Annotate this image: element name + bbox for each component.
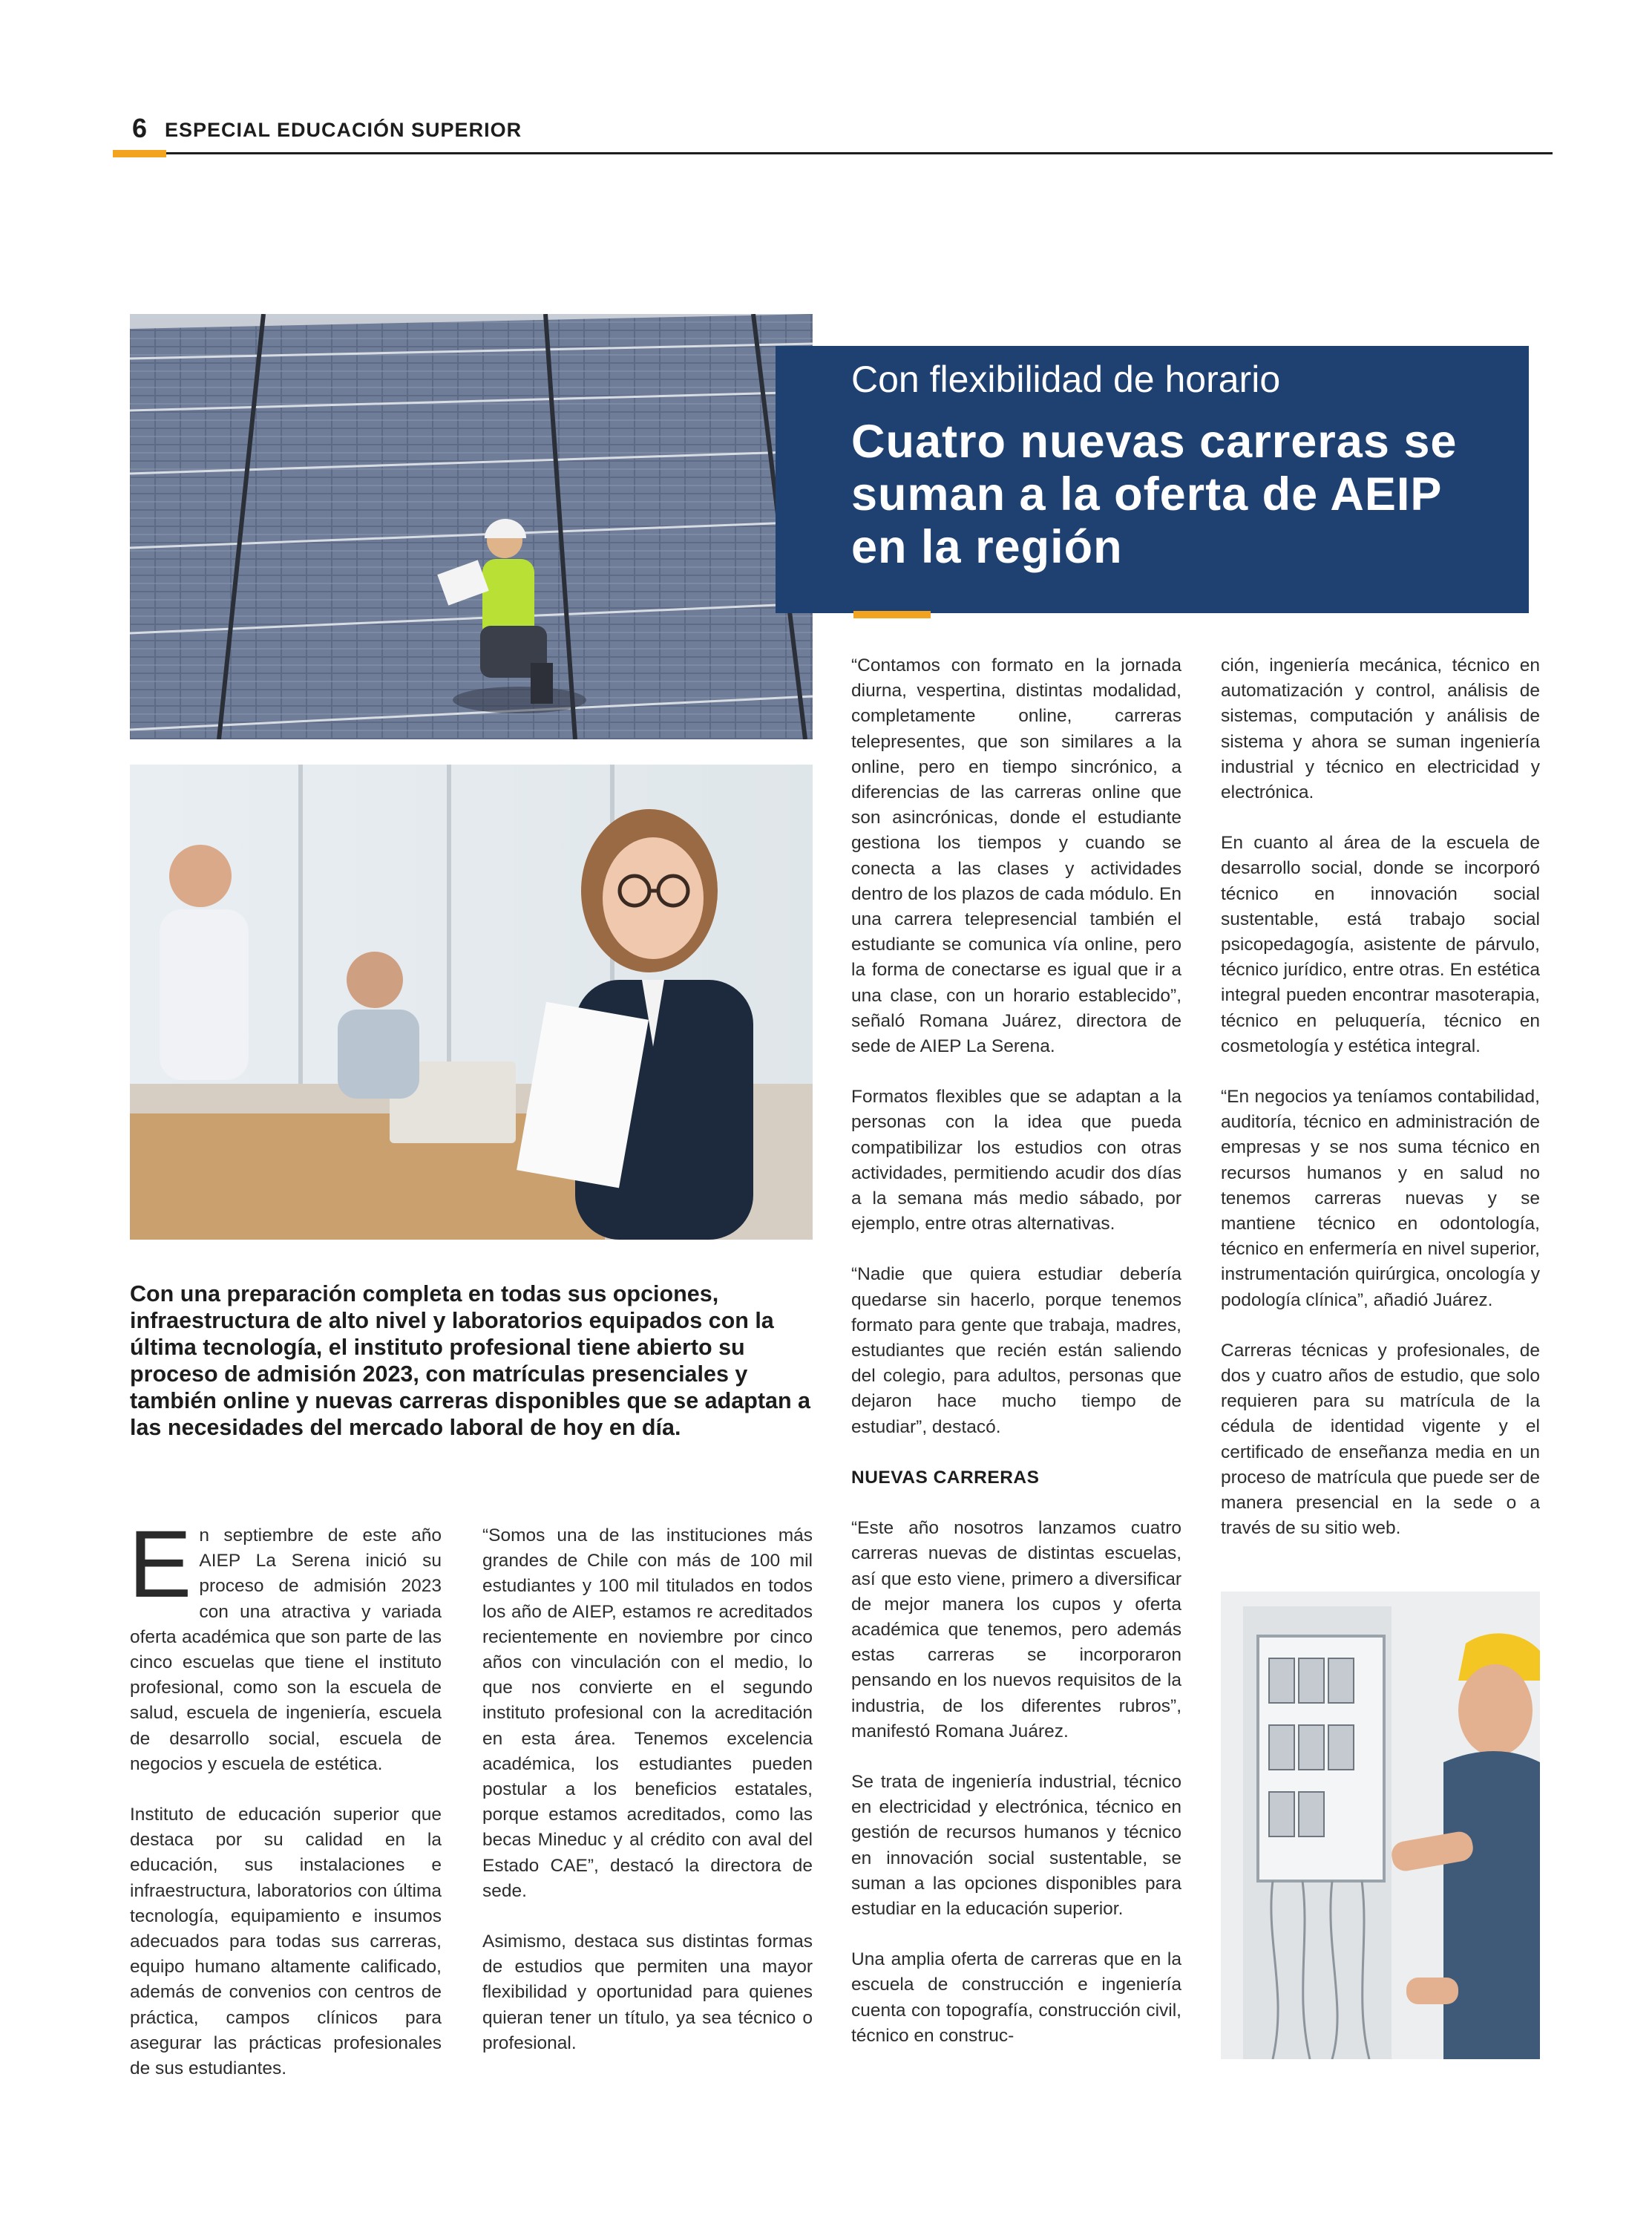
solar-panels-photo bbox=[130, 314, 813, 739]
paragraph: Se trata de ingeniería industrial, técnico en electricidad y electrónica, técnico en gestión de recursos humanos y técnico en innovación social sustentable, se suman a las opciones disponibles para estudiar en la educación superior. bbox=[851, 1771, 1181, 1919]
text-column-4 bbox=[1221, 653, 1540, 1542]
paragraph: Asimismo, destaca sus distintas formas de estudios que permiten una mayor flexibilidad y oportunidad para quienes quieran tener un título, ya sea técnico o profesional. bbox=[482, 1931, 813, 2053]
paragraph: “Nadie que quiera estudiar debería quedarse sin hacerlo, porque tenemos formato para gente que trabaja, madres, estudiantes que recién están saliendo del colegio, para adultos, personas que dejaron hace mucho tiempo de estudiar”, destacó. bbox=[851, 1264, 1181, 1437]
paragraph: En cuanto al área de la escuela de desarrollo social, donde se incorporó técnico en innovación social sustentable, está trabajo social psicopedagogía, asistente de párvulo, técnico jurídico, entre otras. En estética integral pueden encontrar masoterapia, técnico en peluquería, técnico en cosmetología y estética integral. bbox=[1221, 833, 1540, 1056]
paragraph bbox=[128, 1511, 442, 1777]
article-lead: Con una preparación completa en todas sus opciones, infraestructura de alto nivel y laboratorios equipados con la última tecnología, el instituto profesional tiene abierto su proceso de admisión 2023, con matrículas presenciales y también online y nuevas carreras disponibles que se adaptan a las necesidades del mercado laboral de hoy en día. bbox=[130, 1281, 811, 1440]
paragraph: “Somos una de las instituciones más grandes de Chile con más de 100 mil estudiantes y 100 mil titulados en todos los año de AIEP, estamos re acreditados recientemente en noviembre por cinco años con vinculación con el medio, lo que nos convierte en el segundo instituto profesional con la acreditación en esta área. Tenemos excelencia académica, los estudiantes pueden postular a los beneficios estatales, porque estamos acreditados, como las becas Mineduc y al crédito con aval del Estado CAE”, destacó la directora de sede. bbox=[482, 1525, 813, 1901]
subheading: NUEVAS CARRERAS bbox=[851, 1467, 1040, 1488]
paragraph: ción, ingeniería mecánica, técnico en automatización y control, análisis de sistemas, computación y análisis de sistema y ahora se suman ingeniería industrial y técnico en electricidad y electrónica. bbox=[1221, 655, 1540, 803]
paragraph: Formatos flexibles que se adaptan a la personas con la idea que pueda compatibilizar los estudios con otras actividades, permitiendo acudir dos días a la semana más medio sábado, por ejemplo, entre otras alternativas. bbox=[851, 1087, 1181, 1234]
article-kicker: Con flexibilidad de horario bbox=[851, 359, 1281, 400]
header-rule bbox=[113, 152, 1553, 154]
text-column-3 bbox=[851, 653, 1181, 2049]
paragraph: “Contamos con formato en la jornada diurna, vespertina, distintas modalidad, completamente online, carreras telepresentes, que son similares a la online, pero en tiempo sincrónico, a diferencias de las carreras online que son asincrónicas, donde el estudiante gestiona los tiempos y cuando se conecta a las clases y actividades dentro de los plazos de cada módulo. En una carrera telepresencial también el estudiante se comunica vía online, pero la forma de conectarse es igual que ir a una clase, con un horario establecido”, señaló Romana Juárez, directora de sede de AIEP La Serena. bbox=[851, 655, 1181, 1057]
electrician-photo bbox=[1221, 1592, 1540, 2059]
text-column-2 bbox=[482, 1523, 813, 2056]
title-accent-bar bbox=[853, 611, 931, 618]
drop-cap: E bbox=[128, 1511, 192, 1617]
paragraph: Instituto de educación superior que destaca por su calidad en la educación, sus instalaciones e infraestructura, laboratorios con última tecnología, equipamiento e insumos adecuados para todas sus carreras, equipo humano altamente calificado, además de convenios con centros de práctica, campos clínicos para asegurar las prácticas profesionales de sus estudiantes. bbox=[130, 1805, 442, 2079]
office-team-photo bbox=[130, 765, 813, 1240]
paragraph: “Este año nosotros lanzamos cuatro carreras nuevas de distintas escuelas, así que esto viene, primero a diversificar de mejor manera los cupos y oferta académica que tenemos, pero además estas carreras se incorporaron pensando en los nuevos requisitos de la industria, de los diferentes rubros”, manifestó Romana Juárez. bbox=[851, 1518, 1181, 1741]
page-number: 6 bbox=[132, 113, 148, 143]
header-accent-bar bbox=[113, 150, 166, 157]
section-title: ESPECIAL EDUCACIÓN SUPERIOR bbox=[165, 119, 522, 141]
paragraph: “En negocios ya teníamos contabilidad, auditoría, técnico en administración de empresas y se nos suma técnico en recursos humanos y en salud no tenemos carreras nuevas y se mantiene técnico en odontología, técnico en enfermería en nivel superior, instrumentación quirúrgica, oncología y podología clínica”, añadió Juárez. bbox=[1221, 1087, 1540, 1310]
paragraph: Carreras técnicas y profesionales, de dos y cuatro años de estudio, que solo requieren para su matrícula de la cédula de identidad vigente y el certificado de enseñanza media en un proceso de matrícula que puede ser de manera presencial en la sede o a través de su sitio web. bbox=[1221, 1340, 1540, 1539]
article-headline: Cuatro nuevas carreras se suman a la oferta de AEIP en la región bbox=[851, 416, 1458, 573]
paragraph: Una amplia oferta de carreras que en la escuela de construcción e ingeniería cuenta con topografía, construcción civil, técnico en construc- bbox=[851, 1949, 1181, 2046]
text-column-1 bbox=[128, 1511, 442, 2081]
paragraph-text: n septiembre de este año AIEP La Serena inició su proceso de admisión 2023 con una atractiva y variada oferta académica que son parte de las cinco escuelas que tiene el instituto profesional, como son la escuela de salud, escuela de ingeniería, escuela de desarrollo social, escuela de negocios y escuela de estética. bbox=[130, 1525, 442, 1774]
